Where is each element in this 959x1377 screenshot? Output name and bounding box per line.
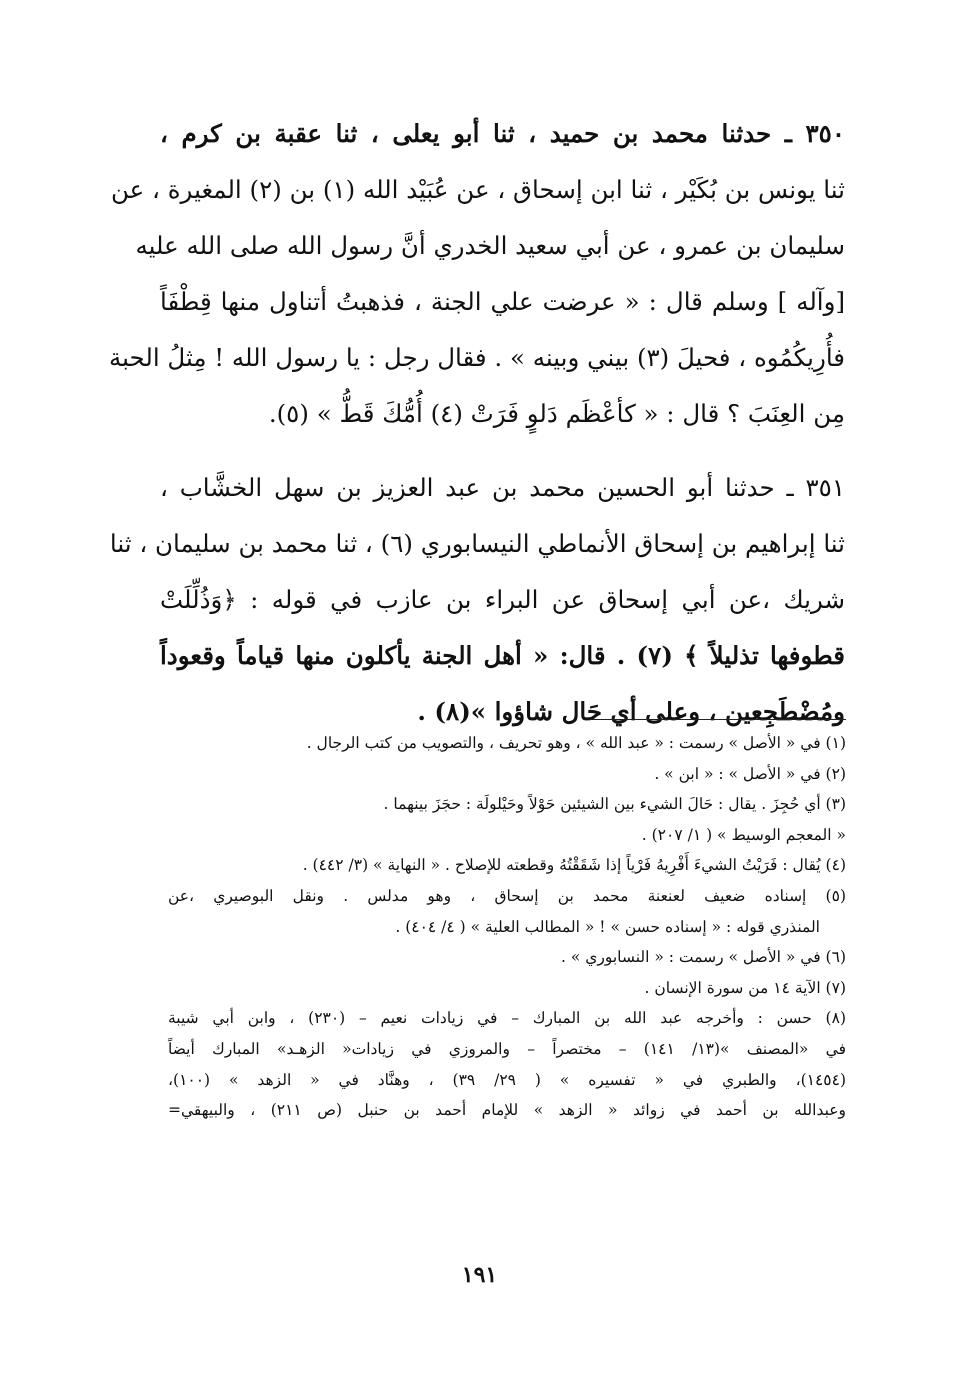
main-text xyxy=(109,106,845,740)
footnote-7: (٧) الآية ١٤ من سورة الإنسان . xyxy=(644,978,846,997)
footnote-8-line-2: في «المصنف »(١٣/ ١٤١) – مختصراً – والمروزي في زيادات« الزهـد» المبارك أيضاً xyxy=(168,1039,846,1058)
footnote-5-continued: المنذري قوله : « إسناده حسن » ! « المطالب العلية » ( ٤/ ٤٠٤) . xyxy=(395,917,820,936)
footnote-3: (٣) أي حُجِزَ . يقال : حَالَ الشيء بين الشيئين حَوْلاً وحَيْلولَة : حجَزَ بينهما . xyxy=(383,795,846,814)
hadith-351-line-2: ثنا إبراهيم بن إسحاق الأنماطي النيسابوري (٦) ، ثنا محمد بن سليمان ، ثنا xyxy=(109,529,845,558)
hadith-gap xyxy=(160,442,845,460)
footnotes xyxy=(168,728,846,1126)
footnote-8-line-4: وعبدالله بن أحمد في زوائد « الزهد » للإمام أحمد بن حنبل (ص ٢١١) ، والبيهقي= xyxy=(168,1101,846,1120)
hadith-350-line-3: سليمان بن عمرو ، عن أبي سعيد الخدري أنَّ رسول الله صلى الله عليه xyxy=(135,231,845,260)
footnote-8-line-3: (١٤٥٤)، والطبري في « تفسيره » ( ٢٩/ ٣٩) ، وهنَّاد في « الزهد » (١٠٠)، xyxy=(168,1070,846,1089)
hadith-350-line-5: فأُرِيكُمُوه ، فحيلَ (٣) بيني وبينه » . فقال رجل : يا رسول الله ! مِثلُ الحبة xyxy=(109,343,845,372)
page-number: ١٩١ xyxy=(461,1262,498,1288)
hadith-350 xyxy=(109,106,845,442)
hadith-351-line-1: ٣٥١ ـ حدثنا أبو الحسين محمد بن عبد العزيز بن سهل الخشَّاب ، xyxy=(160,473,845,502)
hadith-350-line-2: ثنا يونس بن بُكَيْر ، ثنا ابن إسحاق ، عن عُبَيْد الله (١) بن (٢) المغيرة ، عن xyxy=(110,175,845,204)
footnote-1: (١) في « الأصل » رسمت : « عبد الله » ، وهو تحريف ، والتصويب من كتب الرجال . xyxy=(306,734,846,752)
footnote-6: (٦) في « الأصل » رسمت : « النسابوري » . xyxy=(560,948,846,967)
hadith-351-line-3: شريك ،عن أبي إسحاق عن البراء بن عازب في قوله : ﴿وَذُلِّلَتْ xyxy=(160,585,845,614)
hadith-351-line-4: قطوفها تذليلاً ﴾ (٧) . قال: « أهل الجنة يأكلون منها قياماً وقعوداً xyxy=(160,641,845,670)
footnote-3-continued: « المعجم الوسيط » ( ١/ ٢٠٧) . xyxy=(641,825,846,844)
hadith-350-line-1: ٣٥٠ ـ حدثنا محمد بن حميد ، ثنا أبو يعلى ، ثنا عقبة بن كرم ، xyxy=(160,119,845,148)
footnote-separator xyxy=(590,719,846,720)
hadith-351-line-5: ومُضْطَجِعين ، وعلى أي حَال شاؤوا »(٨) . xyxy=(417,697,845,726)
hadith-350-line-4: [وآله ] وسلم قال : « عرضت علي الجنة ، فذهبتُ أتناول منها قِطْفَاً xyxy=(160,287,845,316)
hadith-350-line-6: مِن العِنَبَ ؟ قال : « كأعْظَم دَلوٍ فَرَتْ (٤) أُمُّكَ قَطُّ » (٥). xyxy=(268,399,845,428)
footnote-4: (٤) يُقال : فَرَيْتُ الشيءَ أَفْرِيهُ فَرْياً إذا شَقَقْتُهُ وقطعته للإصلاح . « النهاية » (٣/ ٤٤٢) . xyxy=(302,856,846,875)
footnote-8: (٨) حسن : وأخرجه عبد الله بن المبارك – في زيادات نعيم – (٢٣٠) ، وابن أبي شيبة xyxy=(168,1009,846,1028)
hadith-351 xyxy=(109,460,845,740)
footnote-2: (٢) في « الأصل » : « ابن » . xyxy=(654,764,846,783)
footnote-5: (٥) إسناده ضعيف لعنعنة محمد بن إسحاق ، وهو مدلس . ونقل البوصيري ،عن xyxy=(168,886,846,905)
